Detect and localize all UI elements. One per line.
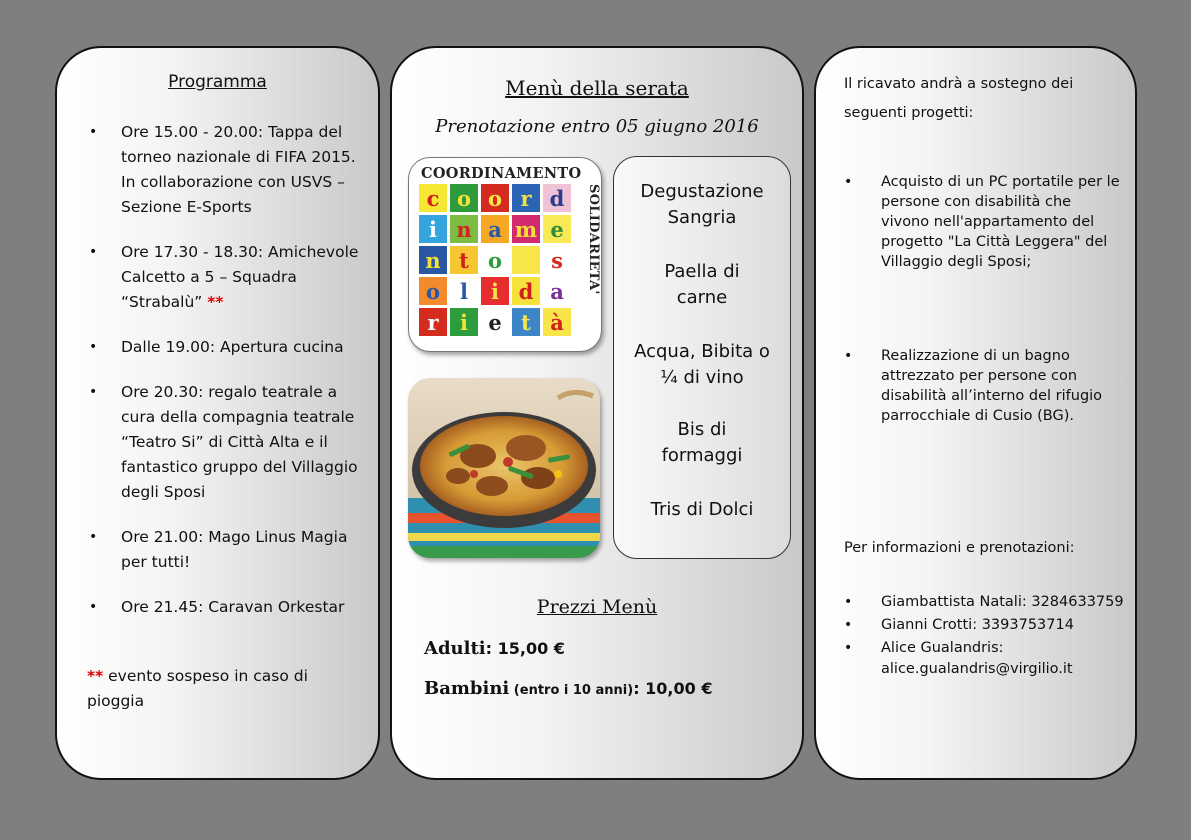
program-item: [89, 595, 360, 620]
bullet-icon: •: [89, 599, 98, 615]
logo-tile: o: [450, 184, 478, 212]
program-item-text: Ore 20.30: regalo teatrale a cura della compagnia teatrale “Teatro Si” di Città Alta e il fantastico gruppo del Villaggio degli Sposi: [121, 383, 358, 501]
bullet-icon: •: [89, 244, 98, 260]
paella-illustration: [408, 378, 600, 558]
booking-deadline: Prenotazione entro 05 giugno 2016: [435, 116, 759, 137]
project-list: [844, 172, 1121, 272]
rain-warning-mark: **: [207, 293, 224, 311]
project-item-text: Realizzazione di un bagno attrezzato per persone con disabilità all’interno del rifugio parrocchiale di Cusio (BG).: [881, 348, 1103, 424]
logo-tile: s: [543, 246, 571, 274]
logo-tile: t: [450, 246, 478, 274]
contact-item: [844, 638, 1127, 680]
menu-title: Menù della serata: [505, 76, 689, 100]
dishes-box: [613, 156, 791, 559]
contact-item-text: Giambattista Natali: 3284633759: [881, 594, 1124, 610]
logo-tile: o: [481, 246, 509, 274]
bullet-icon: •: [844, 617, 853, 633]
program-item: [89, 335, 360, 360]
dish-item: Bis di formaggi: [661, 419, 743, 466]
program-item: [89, 240, 360, 315]
paella-photo: [408, 378, 600, 558]
logo-top-text: COORDINAMENTO: [421, 165, 582, 182]
rain-note: [87, 664, 360, 714]
bullet-icon: •: [89, 124, 98, 140]
logo-tile: a: [543, 277, 571, 305]
logo-tile: e: [481, 308, 509, 336]
dish-item: Tris di Dolci: [650, 499, 754, 520]
logo-side-text: SOLIDARIETA': [586, 184, 601, 295]
program-item: [89, 380, 360, 505]
logo-tile: d: [512, 277, 540, 305]
program-item-text: Ore 21.45: Caravan Orkestar: [121, 598, 345, 616]
child-label: Bambini: [424, 678, 510, 699]
project-item: [844, 346, 1121, 426]
logo-tile: r: [419, 308, 447, 336]
project-list: [844, 346, 1121, 426]
program-item-text: Ore 21.00: Mago Linus Magia per tutti!: [121, 528, 348, 571]
contact-item: [844, 615, 1127, 636]
logo-tile: n: [450, 215, 478, 243]
logo-tile: r: [512, 184, 540, 212]
logo-tile: m: [512, 215, 540, 243]
info-title: Per informazioni e prenotazioni:: [844, 540, 1075, 556]
logo-tile: i: [419, 215, 447, 243]
child-price-value: : 10,00 €: [633, 679, 713, 698]
project-item: [844, 172, 1121, 272]
bullet-icon: •: [844, 640, 853, 656]
dish-item: Paella di carne: [664, 261, 740, 308]
logo-tile: a: [481, 215, 509, 243]
contact-item: [844, 592, 1127, 613]
logo-tile: c: [419, 184, 447, 212]
bullet-icon: •: [844, 348, 853, 364]
contact-item-text: Gianni Crotti: 3393753714: [881, 617, 1074, 633]
dish-item: Degustazione Sangria: [640, 181, 764, 228]
logo-tile: l: [450, 277, 478, 305]
child-price: [424, 678, 712, 699]
program-item: [89, 525, 360, 575]
logo-tile: d: [543, 184, 571, 212]
program-title: Programma: [168, 72, 267, 92]
bullet-icon: •: [844, 594, 853, 610]
menu-panel: [390, 46, 804, 780]
logo-tile: e: [543, 215, 571, 243]
child-age-note: (entro i 10 anni): [509, 683, 634, 698]
program-item-text: Ore 17.30 - 18.30: Amichevole Calcetto a 5 – Squadra “Strabalù”: [121, 243, 359, 311]
bullet-icon: •: [89, 384, 98, 400]
adult-price-value: : 15,00 €: [485, 639, 565, 658]
proceeds-intro: Il ricavato andrà a sostegno dei seguenti progetti:: [844, 76, 1074, 121]
bullet-icon: •: [844, 174, 853, 190]
bullet-icon: •: [89, 529, 98, 545]
prices-title: Prezzi Menù: [536, 596, 658, 618]
coordinamento-logo: [408, 157, 602, 352]
program-panel: [55, 46, 380, 780]
logo-letter-grid: [419, 184, 575, 336]
logo-tile: à: [543, 308, 571, 336]
logo-tile: o: [481, 184, 509, 212]
logo-tile: n: [419, 246, 447, 274]
program-item-text: Ore 15.00 - 20.00: Tappa del torneo nazionale di FIFA 2015. In collaborazione con USVS – Sezione E-Sports: [121, 123, 356, 216]
contact-list: [844, 592, 1127, 682]
adult-price: [424, 638, 565, 659]
logo-tile: i: [450, 308, 478, 336]
project-item-text: Acquisto di un PC portatile per le persone con disabilità che vivono nell'appartamento del progetto "La Città Leggera" del Villaggio degli Sposi;: [881, 174, 1120, 270]
logo-tile: i: [481, 277, 509, 305]
rain-note-mark: **: [87, 667, 104, 685]
logo-tile: o: [419, 277, 447, 305]
logo-tile: [512, 246, 540, 274]
program-list: [89, 120, 360, 640]
dish-item: Acqua, Bibita o ¼ di vino: [634, 341, 770, 388]
logo-tile: t: [512, 308, 540, 336]
projects-panel: [814, 46, 1137, 780]
adult-label: Adulti: [424, 638, 486, 659]
program-item-text: Dalle 19.00: Apertura cucina: [121, 338, 344, 356]
rain-note-text: evento sospeso in caso di pioggia: [87, 667, 308, 710]
program-item: [89, 120, 360, 220]
contact-item-text: Alice Gualandris: alice.gualandris@virgilio.it: [881, 640, 1073, 677]
bullet-icon: •: [89, 339, 98, 355]
